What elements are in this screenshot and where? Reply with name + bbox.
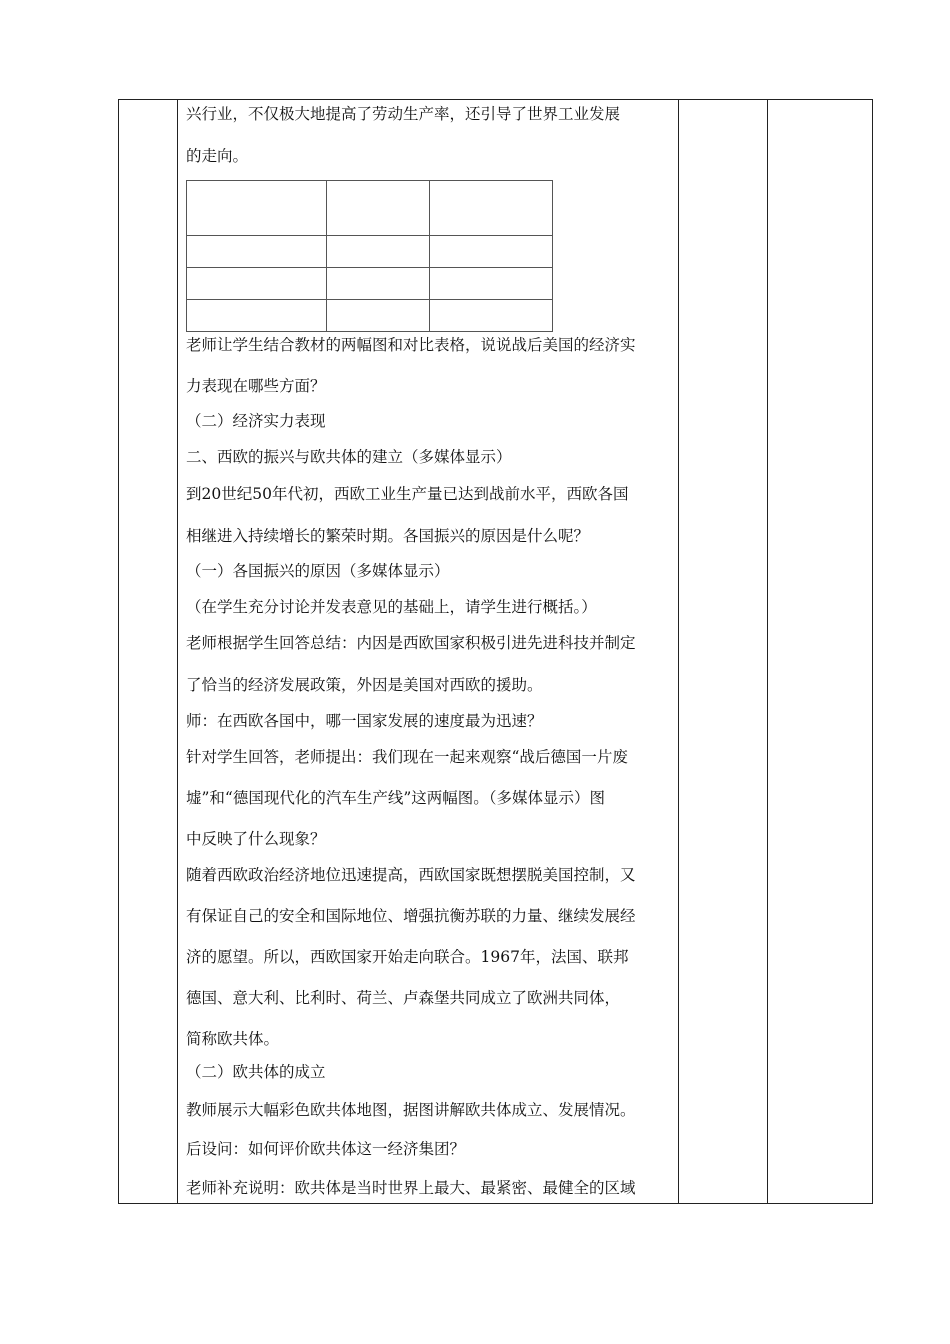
- section-heading: （二）经济实力表现: [186, 412, 326, 430]
- text-line: 德国、意大利、比利时、荷兰、卢森堡共同成立了欧洲共同体，: [186, 989, 621, 1007]
- table-cell: [187, 181, 327, 236]
- table-cell: [430, 300, 553, 332]
- text-line: 的走向。: [186, 147, 249, 165]
- table-row: [187, 236, 553, 268]
- comparison-table: [186, 180, 553, 332]
- text-line: 力表现在哪些方面？: [186, 377, 326, 395]
- text-line: 到20世纪50年代初，西欧工业生产量已达到战前水平，西欧各国: [186, 485, 629, 503]
- lesson-plan-table: [118, 99, 873, 1204]
- text-line: 相继进入持续增长的繁荣时期。各国振兴的原因是什么呢？: [186, 527, 590, 545]
- text-line: 简称欧共体。: [186, 1030, 280, 1048]
- text-line: 教师展示大幅彩色欧共体地图，据图讲解欧共体成立、发展情况。: [186, 1101, 636, 1119]
- text-line: 师：在西欧各国中，哪一国家发展的速度最为迅速？: [186, 712, 543, 730]
- table-cell: [187, 300, 327, 332]
- lesson-plan-row: [119, 100, 873, 1204]
- table-row: [187, 268, 553, 300]
- table-cell: [327, 268, 430, 300]
- text-line: （在学生充分讨论并发表意见的基础上，请学生进行概括。）: [186, 598, 597, 616]
- table-row: [187, 300, 553, 332]
- text-line: 老师补充说明：欧共体是当时世界上最大、最紧密、最健全的区域: [186, 1179, 636, 1197]
- table-cell: [327, 236, 430, 268]
- table-cell: [430, 268, 553, 300]
- text-line: 兴行业，不仅极大地提高了劳动生产率，还引导了世界工业发展: [186, 105, 621, 123]
- student-activity-cell: [679, 100, 768, 1204]
- text-line: 墟”和“德国现代化的汽车生产线”这两幅图。（多媒体显示）图: [186, 789, 606, 807]
- table-cell: [430, 181, 553, 236]
- table-cell: [327, 181, 430, 236]
- section-heading: （二）欧共体的成立: [186, 1063, 326, 1081]
- text-line: 老师根据学生回答总结：内因是西欧国家积极引进先进科技并制定: [186, 634, 636, 652]
- text-line: 济的愿望。所以，西欧国家开始走向联合。1967年，法国、联邦: [186, 948, 629, 966]
- table-cell: [187, 268, 327, 300]
- text-line: 老师让学生结合教材的两幅图和对比表格，说说战后美国的经济实: [186, 336, 636, 354]
- left-margin-cell: [119, 100, 178, 1204]
- design-intent-cell: [768, 100, 873, 1204]
- text-line: 了恰当的经济发展政策，外因是美国对西欧的援助。: [186, 676, 543, 694]
- text-line: 针对学生回答，老师提出：我们现在一起来观察“战后德国一片废: [186, 748, 628, 766]
- text-line: 随着西欧政治经济地位迅速提高，西欧国家既想摆脱美国控制，又: [186, 866, 636, 884]
- text-line: 中反映了什么现象？: [186, 830, 326, 848]
- section-heading: 二、西欧的振兴与欧共体的建立（多媒体显示）: [186, 448, 512, 466]
- section-heading: （一）各国振兴的原因（多媒体显示）: [186, 562, 450, 580]
- table-cell: [187, 236, 327, 268]
- table-cell: [430, 236, 553, 268]
- table-row: [187, 181, 553, 236]
- teaching-content: [178, 100, 678, 1203]
- teaching-content-cell: [178, 100, 679, 1204]
- text-line: 后设问：如何评价欧共体这一经济集团？: [186, 1140, 466, 1158]
- table-cell: [327, 300, 430, 332]
- text-line: 有保证自己的安全和国际地位、增强抗衡苏联的力量、继续发展经: [186, 907, 636, 925]
